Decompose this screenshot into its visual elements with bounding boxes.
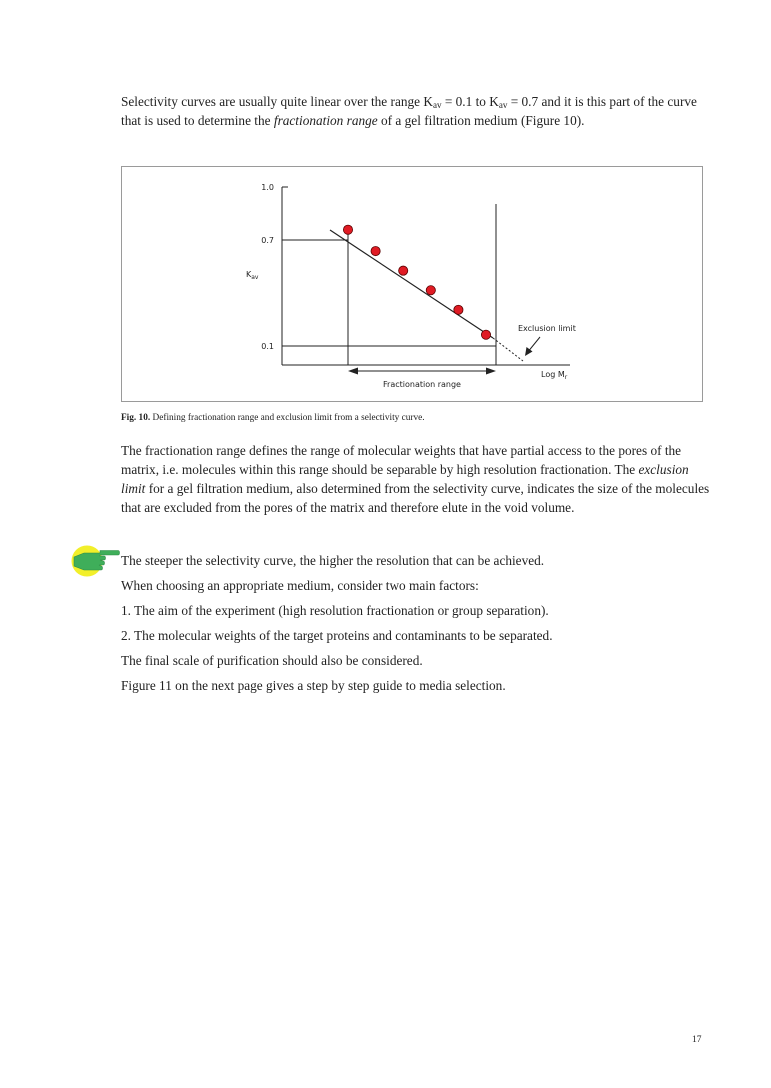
- y-tick-label-0-7: 0.7: [261, 236, 274, 245]
- data-point-2: [371, 246, 380, 255]
- intro-subscript-2: av: [498, 100, 508, 110]
- data-point-6: [481, 330, 490, 339]
- arrowhead-left: [348, 368, 358, 375]
- exclusion-limit-label: Exclusion limit: [518, 324, 576, 333]
- tip-text: The steeper the selectivity curve, the higher the resolution that can be achieved.: [121, 553, 545, 568]
- data-point-5: [454, 305, 463, 314]
- data-point-4: [426, 286, 435, 295]
- intro-emphasis: fractionation range: [273, 113, 378, 128]
- x-axis-label: Log $M_r$: [541, 370, 568, 381]
- data-point-3: [399, 266, 408, 275]
- pointing-hand-icon: [70, 544, 122, 580]
- p2-emphasis: exclusion limit: [121, 462, 689, 496]
- p2-text-1: The fractionation range defines the range of molecular weights that have partial access to the pores of the matrix, i.e. molecules within this range should be separable by high resolution fractionation. The: [121, 443, 682, 477]
- scale-text: The final scale of purification should also be considered.: [121, 653, 423, 668]
- selectivity-line: [330, 230, 493, 338]
- next-page-text: Figure 11 on the next page gives a step by step guide to media selection.: [121, 678, 506, 693]
- intro-text-4: of a gel filtration medium (Figure 10).: [377, 113, 585, 128]
- caption-text: Defining fractionation range and exclusion limit from a selectivity curve.: [150, 413, 425, 423]
- y-axis-label: $K_{av}$: [246, 270, 259, 281]
- selectivity-curve-figure: [121, 166, 703, 402]
- intro-paragraph: [121, 92, 711, 130]
- list-item-2: 2. The molecular weights of the target proteins and contaminants to be separated.: [121, 628, 553, 643]
- arrowhead-right: [486, 368, 496, 375]
- intro-text-3: = 0.7 and it is this part of the curve that is used to determine the: [121, 94, 697, 128]
- selectivity-chart: [122, 167, 702, 401]
- fractionation-paragraph: [121, 441, 711, 517]
- list-item-1: 1. The aim of the experiment (high resolution fractionation or group separation).: [121, 603, 549, 618]
- choose-text: When choosing an appropriate medium, consider two main factors:: [121, 578, 479, 593]
- figure-caption: [121, 412, 711, 424]
- caption-label: Fig. 10.: [121, 413, 151, 423]
- y-tick-label-1-0: 1.0: [261, 183, 274, 192]
- p2-text-2: for a gel filtration medium, also determined from the selectivity curve, indicates the size of the molecules that are excluded from the pores of the matrix and therefore elute in the void volume.: [121, 481, 710, 515]
- page-number: 17: [692, 1035, 702, 1045]
- intro-subscript-1: av: [433, 100, 442, 110]
- extrapolation-dashed-line: [493, 338, 523, 361]
- intro-text-2: = 0.1 to K: [441, 94, 499, 109]
- fractionation-range-label: Fractionation range: [383, 380, 461, 389]
- data-point-1: [343, 225, 352, 234]
- y-tick-label-0-1: 0.1: [261, 342, 274, 351]
- intro-text-1: Selectivity curves are usually quite linear over the range K: [121, 94, 433, 109]
